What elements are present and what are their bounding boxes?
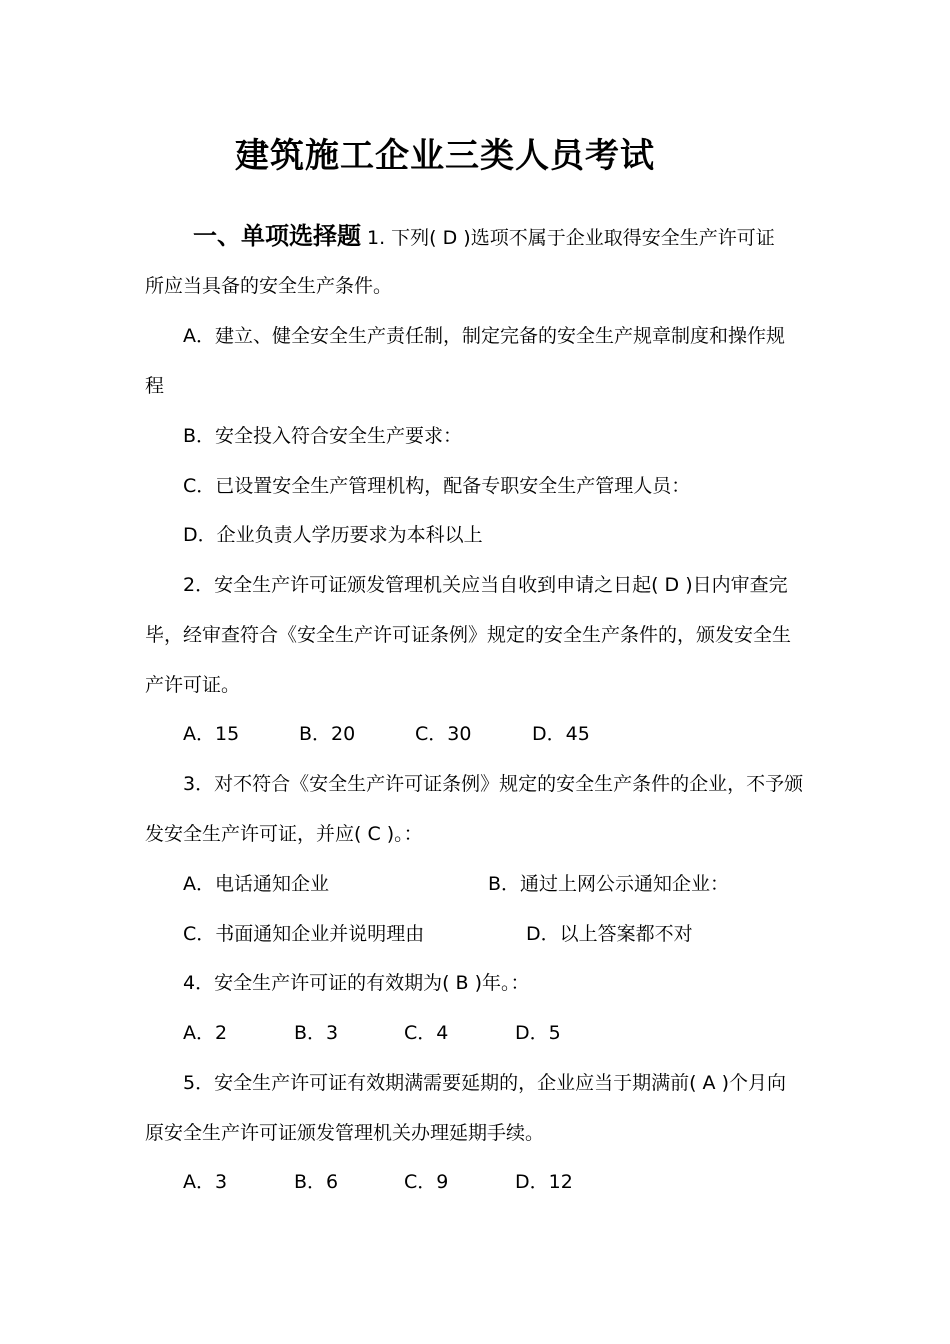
q1-stem-line1: 1. 下列( D )选项不属于企业取得安全生产许可证: [367, 227, 775, 249]
q1-stem-line2: 所应当具备的安全生产条件。: [145, 275, 393, 297]
q5-option-c: C．9: [404, 1171, 449, 1193]
q4-option-d: D．5: [515, 1022, 561, 1044]
q3-option-d: D．以上答案都不对: [526, 923, 693, 945]
q3-option-c: C．书面通知企业并说明理由: [183, 923, 425, 945]
q5-option-d: D．12: [515, 1171, 573, 1193]
q5-option-b: B．6: [294, 1171, 339, 1193]
q2-stem-line1: 2．安全生产许可证颁发管理机关应当自收到申请之日起( D )日内审查完: [183, 574, 788, 596]
q4-options-row: [183, 1021, 603, 1045]
q5-options-row: [183, 1170, 603, 1194]
document-title: 建筑施工企业三类人员考试: [235, 136, 655, 176]
q3-stem-line2: 发安全生产许可证，并应( C )。：: [145, 823, 423, 845]
q4-option-b: B．3: [294, 1022, 339, 1044]
q1-option-a-line1: A．建立、健全安全生产责任制，制定完备的安全生产规章制度和操作规: [183, 325, 785, 347]
q2-option-d: D．45: [532, 723, 590, 745]
q5-option-a: A．3: [183, 1171, 228, 1193]
q3-options-row1: [183, 872, 743, 896]
q4-option-a: A．2: [183, 1022, 228, 1044]
section-heading: 一、单项选择题: [193, 222, 361, 250]
q3-stem-line1: 3．对不符合《安全生产许可证条例》规定的安全生产条件的企业，不予颁: [183, 773, 804, 795]
q4-option-c: C．4: [404, 1022, 449, 1044]
q2-stem-line2: 毕，经审查符合《安全生产许可证条例》规定的安全生产条件的，颁发安全生: [145, 624, 792, 646]
q1-first-line: [193, 224, 775, 250]
q5-stem-line2: 原安全生产许可证颁发管理机关办理延期手续。: [145, 1122, 545, 1144]
q4-stem-line1: 4．安全生产许可证的有效期为( B )年。：: [183, 972, 530, 994]
q1-option-a-line2: 程: [145, 375, 165, 397]
q3-option-a: A．电话通知企业: [183, 873, 329, 895]
q3-option-b: B．通过上网公示通知企业：: [488, 873, 730, 895]
q2-options-row: [183, 722, 603, 746]
q1-option-b: B．安全投入符合安全生产要求：: [183, 425, 463, 447]
q5-stem-line1: 5．安全生产许可证有效期满需要延期的，企业应当于期满前( A )个月向: [183, 1072, 786, 1094]
q1-option-c: C．已设置安全生产管理机构，配备专职安全生产管理人员：: [183, 475, 691, 497]
q2-stem-line3: 产许可证。: [145, 674, 241, 696]
q2-option-a: A．15: [183, 723, 240, 745]
q1-option-d: D．企业负责人学历要求为本科以上: [183, 524, 483, 546]
q2-option-b: B．20: [299, 723, 356, 745]
q2-option-c: C．30: [415, 723, 472, 745]
q3-options-row2: [183, 922, 743, 946]
